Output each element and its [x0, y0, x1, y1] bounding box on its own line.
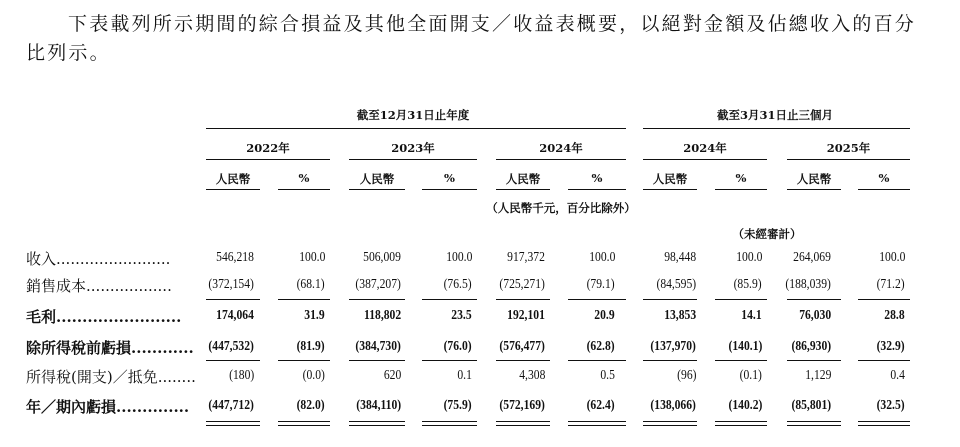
cell-rule — [278, 299, 330, 300]
leader-dots: .............. — [116, 398, 190, 416]
percent-cell: 14.1 — [741, 307, 762, 322]
percent-cell: (32.5) — [876, 397, 905, 412]
col-rule — [643, 189, 697, 190]
percent-cell: (62.4) — [586, 397, 615, 412]
percent-cell: 100.0 — [878, 249, 905, 264]
cell-rule — [643, 421, 697, 422]
amount-cell: 98,448 — [664, 249, 696, 264]
amount-cell: (138,066) — [650, 397, 696, 412]
row-label-text: 年／期內虧損 — [26, 398, 117, 416]
annual-group-rule — [206, 128, 626, 129]
leader-dots: ........................ — [56, 308, 182, 326]
percent-cell: 20.9 — [594, 307, 615, 322]
rmb-col-header: 人民幣 — [215, 172, 251, 186]
rmb-col-header: 人民幣 — [796, 172, 832, 186]
percent-cell: (0.0) — [302, 367, 325, 382]
col-rule — [496, 189, 550, 190]
cell-rule — [858, 421, 910, 422]
row-label-text: 所得稅(開支)／抵免 — [26, 368, 158, 386]
cell-rule — [206, 299, 260, 300]
col-rule — [858, 189, 910, 190]
cell-rule — [206, 360, 260, 361]
amount-cell: (85,801) — [791, 397, 831, 412]
amount-cell: 192,101 — [507, 307, 545, 322]
cell-rule — [349, 360, 405, 361]
amount-cell: (447,532) — [208, 338, 254, 353]
percent-cell: 100.0 — [445, 249, 472, 264]
unit-note: （人民幣千元，百分比除外） — [486, 201, 636, 215]
leader-dots: ............ — [131, 339, 194, 357]
cell-rule — [422, 299, 477, 300]
cell-rule — [206, 425, 260, 426]
unaudited-note: （未經審計） — [732, 227, 802, 241]
cell-rule — [422, 360, 477, 361]
row-label — [26, 275, 196, 296]
percent-cell: 100.0 — [588, 249, 615, 264]
col-rule — [787, 189, 841, 190]
col-rule — [715, 189, 767, 190]
cell-rule — [787, 421, 841, 422]
amount-cell: (86,930) — [791, 338, 831, 353]
pct-col-header: % — [444, 171, 455, 185]
amount-cell: 917,372 — [507, 249, 545, 264]
period-header: 2024年 — [683, 141, 727, 155]
col-rule — [278, 189, 330, 190]
amount-cell: 4,308 — [518, 367, 545, 382]
amount-cell: 506,009 — [363, 249, 401, 264]
row-label-text: 除所得稅前虧損 — [26, 339, 132, 357]
cell-rule — [349, 299, 405, 300]
cell-rule — [496, 421, 550, 422]
percent-cell: (71.2) — [876, 276, 905, 291]
cell-rule — [349, 421, 405, 422]
col-rule — [349, 189, 405, 190]
leader-dots: .................. — [86, 277, 172, 295]
cell-rule — [643, 425, 697, 426]
cell-rule — [715, 425, 767, 426]
annual-group-header: 截至12月31日止年度 — [356, 108, 470, 122]
percent-cell: (62.8) — [586, 338, 615, 353]
percent-cell: 28.8 — [884, 307, 905, 322]
row-label — [26, 366, 196, 387]
percent-cell: 100.0 — [735, 249, 762, 264]
quarter-group-rule — [643, 128, 910, 129]
percent-cell: (82.0) — [296, 397, 325, 412]
amount-cell: (447,712) — [208, 397, 254, 412]
leader-dots: ........ — [157, 368, 196, 386]
cell-rule — [496, 360, 550, 361]
period-rule — [643, 159, 767, 160]
percent-cell: (68.1) — [296, 276, 325, 291]
cell-rule — [206, 421, 260, 422]
rmb-col-header: 人民幣 — [505, 172, 541, 186]
cell-rule — [568, 360, 626, 361]
amount-cell: (137,970) — [650, 338, 696, 353]
intro-paragraph — [26, 10, 936, 68]
cell-rule — [643, 299, 697, 300]
cell-rule — [858, 299, 910, 300]
row-label-text: 毛利 — [26, 308, 57, 326]
cell-rule — [787, 360, 841, 361]
cell-rule — [568, 421, 626, 422]
percent-cell: 31.9 — [304, 307, 325, 322]
amount-cell: (180) — [228, 367, 254, 382]
period-header: 2022年 — [246, 141, 290, 155]
percent-cell: (32.9) — [876, 338, 905, 353]
row-label — [26, 306, 196, 327]
percent-cell: (85.9) — [733, 276, 762, 291]
percent-cell: 0.5 — [600, 367, 615, 382]
row-label — [26, 396, 196, 417]
row-label — [26, 248, 196, 269]
amount-cell: (96) — [676, 367, 696, 382]
amount-cell: 174,064 — [216, 307, 254, 322]
percent-cell: (75.9) — [443, 397, 472, 412]
amount-cell: (188,039) — [785, 276, 831, 291]
percent-cell: 0.4 — [890, 367, 905, 382]
cell-rule — [715, 360, 767, 361]
percent-cell: (79.1) — [586, 276, 615, 291]
percent-cell: 23.5 — [451, 307, 472, 322]
period-rule — [206, 159, 330, 160]
intro-text: 下表載列所示期間的綜合損益及其他全面開支／收益表概要，以絕對金額及佔總收入的百分比列示。 — [26, 13, 917, 64]
pct-col-header: % — [735, 171, 747, 185]
percent-cell: (140.1) — [728, 338, 762, 353]
amount-cell: (84,595) — [656, 276, 696, 291]
cell-rule — [715, 299, 767, 300]
percent-cell: (0.1) — [739, 367, 762, 382]
cell-rule — [349, 425, 405, 426]
percent-cell: (76.5) — [443, 276, 472, 291]
quarter-group-header: 截至3月31日止三個月 — [716, 108, 833, 122]
percent-cell: (140.2) — [728, 397, 762, 412]
amount-cell: (384,730) — [355, 338, 401, 353]
cell-rule — [278, 360, 330, 361]
cell-rule — [787, 425, 841, 426]
amount-cell: (372,154) — [208, 276, 254, 291]
amount-cell: 546,218 — [216, 249, 254, 264]
amount-cell: 264,069 — [793, 249, 831, 264]
col-rule — [206, 189, 260, 190]
cell-rule — [278, 421, 330, 422]
percent-cell: 100.0 — [298, 249, 325, 264]
col-rule — [422, 189, 477, 190]
period-header: 2024年 — [539, 141, 583, 155]
cell-rule — [496, 425, 550, 426]
pct-col-header: % — [298, 171, 310, 185]
col-rule — [568, 189, 626, 190]
cell-rule — [858, 425, 910, 426]
cell-rule — [568, 425, 626, 426]
amount-cell: (725,271) — [499, 276, 545, 291]
cell-rule — [715, 421, 767, 422]
period-rule — [787, 159, 910, 160]
cell-rule — [278, 425, 330, 426]
cell-rule — [858, 360, 910, 361]
amount-cell: (572,169) — [499, 397, 545, 412]
rmb-col-header: 人民幣 — [652, 172, 688, 186]
pct-col-header: % — [878, 171, 890, 185]
percent-cell: (81.9) — [296, 338, 325, 353]
period-rule — [496, 159, 626, 160]
period-header: 2023年 — [391, 141, 435, 155]
cell-rule — [787, 299, 841, 300]
amount-cell: 76,030 — [799, 307, 831, 322]
period-rule — [349, 159, 477, 160]
cell-rule — [496, 299, 550, 300]
amount-cell: (384,110) — [356, 397, 401, 412]
cell-rule — [643, 360, 697, 361]
row-label — [26, 337, 196, 358]
cell-rule — [422, 421, 477, 422]
percent-cell: 0.1 — [457, 367, 472, 382]
row-label-text: 收入 — [26, 250, 57, 268]
row-label-text: 銷售成本 — [26, 277, 87, 295]
amount-cell: 13,853 — [664, 307, 696, 322]
amount-cell: (576,477) — [499, 338, 545, 353]
leader-dots: ........................ — [56, 250, 171, 268]
amount-cell: 620 — [383, 367, 401, 382]
amount-cell: (387,207) — [355, 276, 401, 291]
rmb-col-header: 人民幣 — [359, 172, 395, 186]
cell-rule — [568, 299, 626, 300]
period-header: 2025年 — [826, 141, 871, 155]
percent-cell: (76.0) — [443, 338, 472, 353]
pct-col-header: % — [591, 171, 603, 185]
amount-cell: 118,802 — [363, 307, 401, 322]
cell-rule — [422, 425, 477, 426]
amount-cell: 1,129 — [804, 367, 831, 382]
